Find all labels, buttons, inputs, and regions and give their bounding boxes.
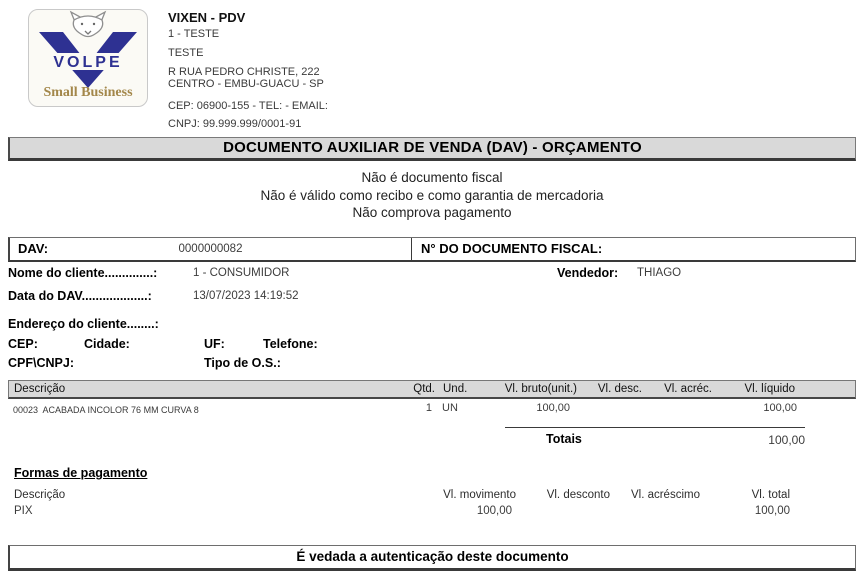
col-descricao: Descrição xyxy=(14,383,66,395)
payment-description: PIX xyxy=(14,505,33,517)
col-vl-bruto: Vl. bruto(unit.) xyxy=(504,383,577,395)
cep-label: CEP: xyxy=(8,337,38,351)
dav-date-label: Data do DAV...................: xyxy=(8,289,152,303)
client-name-row xyxy=(0,266,864,281)
totals-value: 100,00 xyxy=(768,433,805,447)
disclaimer-line-3: Não comprova pagamento xyxy=(352,205,512,220)
city-label: Cidade: xyxy=(84,337,130,351)
client-location-row xyxy=(0,337,864,352)
item-row xyxy=(8,400,856,414)
pay-col-desconto: Vl. desconto xyxy=(546,489,610,501)
totals-divider xyxy=(505,427,805,428)
col-vl-desc: Vl. desc. xyxy=(597,383,642,395)
phone-label: Telefone: xyxy=(263,337,318,351)
dav-label: DAV: xyxy=(18,241,49,256)
disclaimer-line-1: Não é documento fiscal xyxy=(361,170,503,185)
app-title: VIXEN - PDV xyxy=(168,10,246,25)
payment-total: 100,00 xyxy=(754,505,790,517)
vendor-label: Vendedor: xyxy=(557,266,619,280)
payments-heading: Formas de pagamento xyxy=(14,466,148,480)
logo-brand-text: VOLPE xyxy=(53,54,123,71)
document-title-bar: DOCUMENTO AUXILIAR DE VENDA (DAV) - ORÇAMENTO xyxy=(8,137,856,161)
col-vl-liquido: Vl. líquido xyxy=(744,383,795,395)
col-und: Und. xyxy=(443,383,468,395)
items-table-header xyxy=(8,380,856,399)
pay-col-descricao: Descrição xyxy=(14,489,66,501)
company-info xyxy=(168,12,328,130)
company-cnpj-line: CNPJ: 99.999.999/0001-91 xyxy=(168,118,302,130)
company-address-line1: R RUA PEDRO CHRISTE, 222 xyxy=(168,66,320,78)
pay-col-total: Vl. total xyxy=(751,489,790,501)
dav-date-row xyxy=(0,289,864,304)
dav-date-value: 13/07/2023 14:19:52 xyxy=(193,290,299,302)
dav-cell xyxy=(10,238,412,260)
volpe-logo-icon xyxy=(29,10,147,106)
disclaimer-line-2: Não é válido como recibo e como garantia de mercadoria xyxy=(260,187,604,203)
pay-col-acrescimo: Vl. acréscimo xyxy=(630,489,700,501)
item-vl-liquido: 100,00 xyxy=(763,402,797,414)
col-vl-acrec: Vl. acréc. xyxy=(664,383,712,395)
client-doc-row xyxy=(0,356,864,371)
disclaimer-lines xyxy=(0,169,864,222)
footer-note: É vedada a autenticação deste documento xyxy=(8,545,856,571)
client-address-row xyxy=(0,317,864,332)
company-contact-line: CEP: 06900-155 - TEL: - EMAIL: xyxy=(168,100,328,112)
item-qtd: 1 xyxy=(425,402,432,414)
cpf-cnpj-label: CPF\CNPJ: xyxy=(8,356,74,370)
item-und: UN xyxy=(442,402,458,414)
item-description: 00023 ACABADA INCOLOR 76 MM CURVA 8 xyxy=(13,405,199,415)
os-type-label: Tipo de O.S.: xyxy=(204,356,281,370)
payments-header-row xyxy=(0,489,864,504)
dav-number-box xyxy=(8,237,856,262)
client-name-label: Nome do cliente..............: xyxy=(8,266,158,280)
company-logo xyxy=(28,9,148,107)
fiscal-document-label: N° DO DOCUMENTO FISCAL: xyxy=(421,241,603,256)
col-qtd: Qtd. xyxy=(413,383,435,395)
company-name-line: TESTE xyxy=(168,47,204,59)
payment-row xyxy=(0,505,864,520)
totals-label: Totais xyxy=(546,432,582,446)
vendor-value: THIAGO xyxy=(637,267,682,279)
pay-col-movimento: Vl. movimento xyxy=(443,489,516,501)
dav-number: 0000000082 xyxy=(178,243,243,255)
client-address-label: Endereço do cliente........: xyxy=(8,317,159,331)
company-address-line2: CENTRO - EMBU-GUACU - SP xyxy=(168,78,324,90)
item-vl-bruto: 100,00 xyxy=(536,402,570,414)
payment-movimento: 100,00 xyxy=(476,505,512,517)
logo-tagline-text: Small Business xyxy=(43,85,133,100)
uf-label: UF: xyxy=(204,337,225,351)
company-store-line: 1 - TESTE xyxy=(168,28,220,40)
fox-head-icon xyxy=(71,12,105,37)
client-name-value: 1 - CONSUMIDOR xyxy=(193,267,290,279)
